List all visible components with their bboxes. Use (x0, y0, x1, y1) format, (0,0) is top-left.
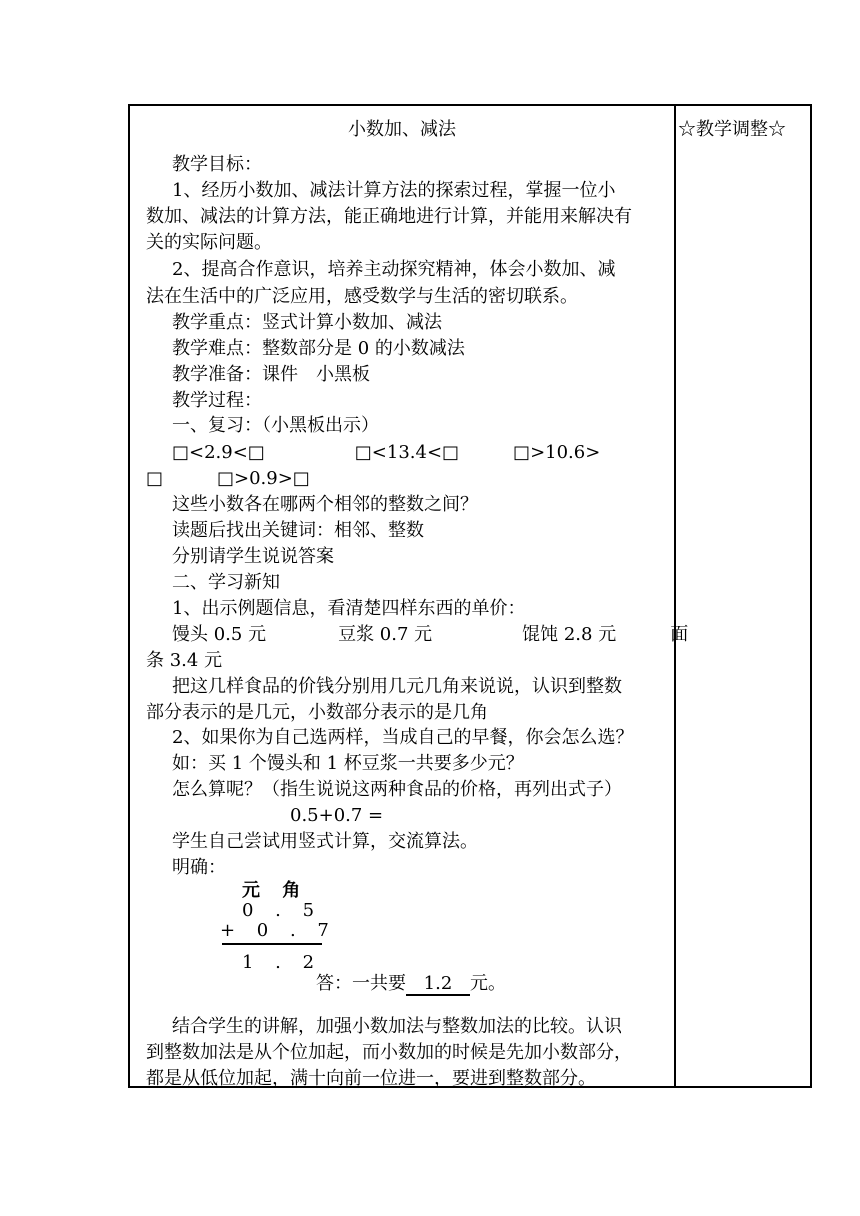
objective-line: 数加、减法的计算方法，能正确地进行计算，并能用来解决有 (146, 206, 632, 227)
method-question-line: 怎么算呢？（指生说说这两种食品的价格，再列出式子） (172, 779, 622, 800)
answer-suffix: 元。 (470, 973, 506, 994)
answer-line (316, 971, 506, 997)
objective-line: 1、经历小数加、减法计算方法的探索过程，掌握一位小 (172, 180, 616, 201)
review-exercise-line: □<2.9<□ □<13.4<□ □>10.6> (172, 442, 601, 463)
closing-line: 都是从低位加起，满十向前一位进一，要进到整数部分。 (146, 1068, 596, 1089)
explanation-line: 把这几样食品的价钱分别用几元几角来说说，认识到整数 (172, 676, 622, 697)
breakfast-question-line: 2、如果你为自己选两样，当成自己的早餐，你会怎么选？ (172, 727, 634, 748)
vertical-calc-result: 1 . 2 (242, 952, 323, 973)
closing-line: 到整数加法是从个位加起，而小数加的时候是先加小数部分， (146, 1042, 632, 1063)
vertical-calc-row: 0 . 5 (242, 900, 323, 921)
example-question-line: 如：买 1 个馒头和 1 杯豆浆一共要多少元？ (172, 753, 524, 774)
objective-line: 法在生活中的广泛应用，感受数学与生活的密切联系。 (146, 286, 578, 307)
column-divider (674, 104, 676, 1088)
review-heading: 一、复习：（小黑板出示） (172, 415, 379, 436)
answer-prefix: 答：一共要 (316, 973, 406, 994)
objectives-heading: 教学目标： (172, 154, 262, 175)
new-knowledge-heading: 二、学习新知 (172, 572, 280, 593)
objective-line: 关的实际问题。 (146, 232, 272, 253)
price-line: 馒头 0.5 元 豆浆 0.7 元 馄饨 2.8 元 面 (172, 624, 689, 645)
process-heading: 教学过程： (172, 390, 262, 411)
keyword-line: 读题后找出关键词：相邻、整数 (172, 520, 424, 541)
clarify-heading: 明确： (172, 857, 226, 878)
question-line: 这些小数各在哪两个相邻的整数之间？ (172, 494, 478, 515)
closing-line: 结合学生的讲解，加强小数加法与整数加法的比较。认识 (172, 1016, 622, 1037)
vertical-calc-rule (222, 943, 322, 945)
vertical-calc-header: 元 角 (242, 880, 309, 901)
review-exercise-line: □ □>0.9>□ (146, 468, 310, 489)
objective-line: 2、提高合作意识，培养主动探究精神，体会小数加、减 (172, 259, 616, 280)
key-point-line: 教学重点：竖式计算小数加、减法 (172, 312, 442, 333)
price-line: 条 3.4 元 (146, 650, 223, 671)
example-line: 1、出示例题信息，看清楚四样东西的单价： (172, 598, 526, 619)
expression-line: 0.5+0.7 = (290, 805, 384, 826)
difficulty-line: 教学难点：整数部分是 0 的小数减法 (172, 338, 465, 359)
answer-instruction-line: 分别请学生说说答案 (172, 546, 334, 567)
preparation-line: 教学准备：课件 小黑板 (172, 364, 370, 385)
side-column-header: ☆教学调整☆ (678, 119, 786, 140)
answer-blank: 1.2 (406, 974, 470, 996)
explanation-line: 部分表示的是几元，小数部分表示的是几角 (146, 702, 488, 723)
vertical-calc-row: + 0 . 7 (220, 920, 337, 941)
student-try-line: 学生自己尝试用竖式计算，交流算法。 (172, 831, 478, 852)
lesson-title: 小数加、减法 (348, 119, 456, 140)
